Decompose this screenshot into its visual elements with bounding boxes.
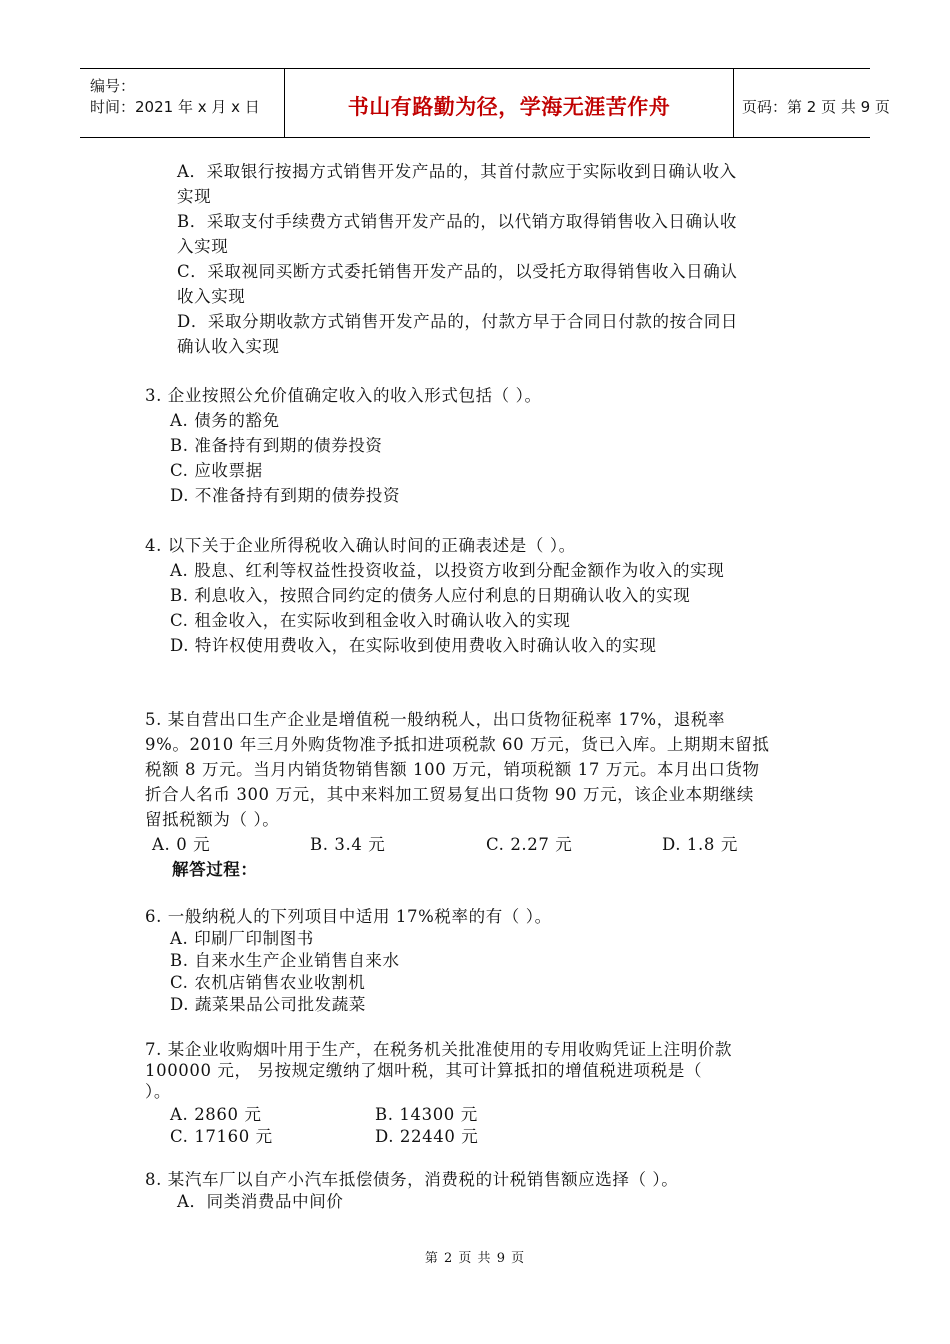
q4-option-b: B. 利息收入，按照合同约定的债务人应付利息的日期确认收入的实现 <box>170 586 691 605</box>
page-info: 页码：第 2 页 共 9 页 <box>742 98 890 116</box>
number-label: 编号： <box>90 77 136 95</box>
q5-option-c: C. 2.27 元 <box>486 835 573 854</box>
q3-option-c: C. 应收票据 <box>170 461 263 480</box>
q5-option-b: B. 3.4 元 <box>310 835 386 854</box>
q2-option-b: B．采取支付手续费方式销售开发产品的，以代销方取得销售收入日确认收 <box>177 212 737 231</box>
q7-option-b: B. 14300 元 <box>375 1105 478 1124</box>
q8-option-a: A．同类消费品中间价 <box>177 1192 344 1211</box>
q3-stem: 3. 企业按照公允价值确定收入的收入形式包括（ ）。 <box>145 386 542 405</box>
q5-line-5: 留抵税额为（ ）。 <box>145 810 280 829</box>
q2-option-c-cont: 收入实现 <box>177 287 246 306</box>
q8-stem: 8. 某汽车厂以自产小汽车抵偿债务，消费税的计税销售额应选择（ ）。 <box>145 1170 679 1189</box>
page-header <box>80 68 890 138</box>
header-motto-cell <box>285 69 734 137</box>
q5-line-2: 9%。2010 年三月外购货物准予抵扣进项税款 60 万元，货已入库。上期期末留抵 <box>145 735 770 754</box>
answer-label: 解答过程： <box>172 860 258 879</box>
q3-option-b: B. 准备持有到期的债券投资 <box>170 436 383 455</box>
header-meta-cell <box>80 69 285 137</box>
q6-option-b: B. 自来水生产企业销售自来水 <box>170 951 400 970</box>
q2-option-a-cont: 实现 <box>177 187 212 206</box>
q6-option-d: D. 蔬菜果品公司批发蔬菜 <box>170 995 366 1014</box>
motto: 书山有路勤为径，学海无涯苦作舟 <box>347 95 671 119</box>
q2-option-d: D．采取分期收款方式销售开发产品的，付款方早于合同日付款的按合同日 <box>177 312 739 331</box>
q5-line-4: 折合人名币 300 万元，其中来料加工贸易复出口货物 90 万元，该企业本期继续 <box>145 785 754 804</box>
page-footer: 第 2 页 共 9 页 <box>424 1251 526 1266</box>
q6-stem: 6. 一般纳税人的下列项目中适用 17%税率的有（ ）。 <box>145 907 552 926</box>
q7-line-2: 100000 元， 另按规定缴纳了烟叶税，其可计算抵扣的增值税进项税是（ <box>145 1061 703 1080</box>
q7-line-1: 7. 某企业收购烟叶用于生产，在税务机关批准使用的专用收购凭证上注明价款 <box>145 1040 733 1059</box>
q6-option-a: A. 印刷厂印制图书 <box>170 929 314 948</box>
q2-option-d-cont: 确认收入实现 <box>177 337 280 356</box>
q4-stem: 4. 以下关于企业所得税收入确认时间的正确表述是（ ）。 <box>145 536 576 555</box>
q4-option-c: C. 租金收入，在实际收到租金收入时确认收入的实现 <box>170 611 571 630</box>
q7-option-d: D. 22440 元 <box>375 1127 479 1146</box>
q7-option-c: C. 17160 元 <box>170 1127 273 1146</box>
q2-option-b-cont: 入实现 <box>177 237 229 256</box>
q5-option-d: D. 1.8 元 <box>662 835 738 854</box>
header-page-cell <box>734 69 890 137</box>
q5-line-3: 税额 8 万元。当月内销货物销售额 100 万元，销项税额 17 万元。本月出口货物 <box>145 760 760 779</box>
date-label: 时间：2021 年 x 月 x 日 <box>90 98 260 116</box>
q4-option-a: A. 股息、红利等权益性投资收益，以投资方收到分配金额作为收入的实现 <box>170 561 725 580</box>
q2-option-a: A．采取银行按揭方式销售开发产品的，其首付款应于实际收到日确认收入 <box>177 162 737 181</box>
q2-option-c: C．采取视同买断方式委托销售开发产品的，以受托方取得销售收入日确认 <box>177 262 738 281</box>
q7-option-a: A. 2860 元 <box>170 1105 262 1124</box>
q3-option-d: D. 不准备持有到期的债券投资 <box>170 486 401 505</box>
q6-option-c: C. 农机店销售农业收割机 <box>170 973 366 992</box>
q5-line-1: 5. 某自营出口生产企业是增值税一般纳税人，出口货物征税率 17%，退税率 <box>145 710 726 729</box>
q3-option-a: A. 债务的豁免 <box>170 411 280 430</box>
q4-option-d: D. 特许权使用费收入，在实际收到使用费收入时确认收入的实现 <box>170 636 657 655</box>
q7-line-3: ）。 <box>145 1082 171 1101</box>
q5-option-a: A. 0 元 <box>152 835 211 854</box>
